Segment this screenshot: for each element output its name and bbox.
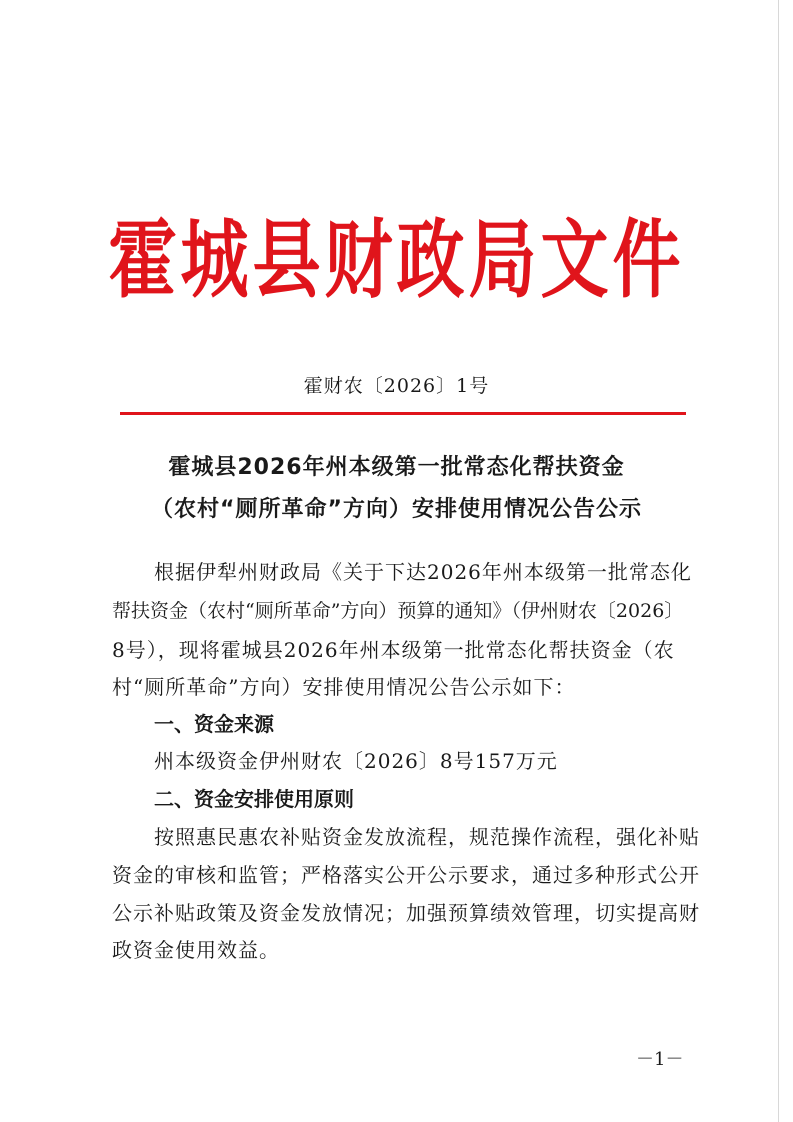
intro-line-1: 根据伊犁州财政局《关于下达2026年州本级第一批常态化 — [154, 560, 692, 584]
document-title-line-1: 霍城县2026年州本级第一批常态化帮扶资金 — [168, 455, 625, 480]
document-title-line-2: （农村“厕所革命”方向）安排使用情况公告公示 — [151, 497, 642, 522]
page-number: －1－ — [636, 1049, 684, 1070]
page-edge — [778, 0, 779, 1122]
principles-line-3: 公示补贴政策及资金发放情况；加强预算绩效管理，切实提高财 — [112, 901, 700, 925]
intro-line-2: 帮扶资金（农村“厕所革命”方向）预算的通知》（伊州财农〔2026〕 — [112, 600, 684, 622]
funding-source-line: 州本级资金伊州财农〔2026〕8号157万元 — [154, 749, 558, 773]
document-number: 霍财农〔2026〕1号 — [303, 375, 490, 397]
document-masthead: 霍城县财政局文件 — [108, 210, 685, 311]
section-heading-usage-principles: 二、资金安排使用原则 — [154, 787, 354, 811]
red-divider-line — [120, 412, 686, 415]
principles-line-2: 资金的审核和监管；严格落实公开公示要求，通过多种形式公开 — [112, 863, 700, 887]
principles-line-1: 按照惠民惠农补贴资金发放流程，规范操作流程，强化补贴 — [154, 825, 700, 849]
intro-line-4: 村“厕所革命”方向）安排使用情况公告公示如下： — [112, 675, 576, 699]
intro-line-3: 8号），现将霍城县2026年州本级第一批常态化帮扶资金（农 — [112, 638, 675, 662]
principles-line-4: 政资金使用效益。 — [112, 938, 280, 962]
section-heading-funding-source: 一、资金来源 — [154, 712, 274, 736]
